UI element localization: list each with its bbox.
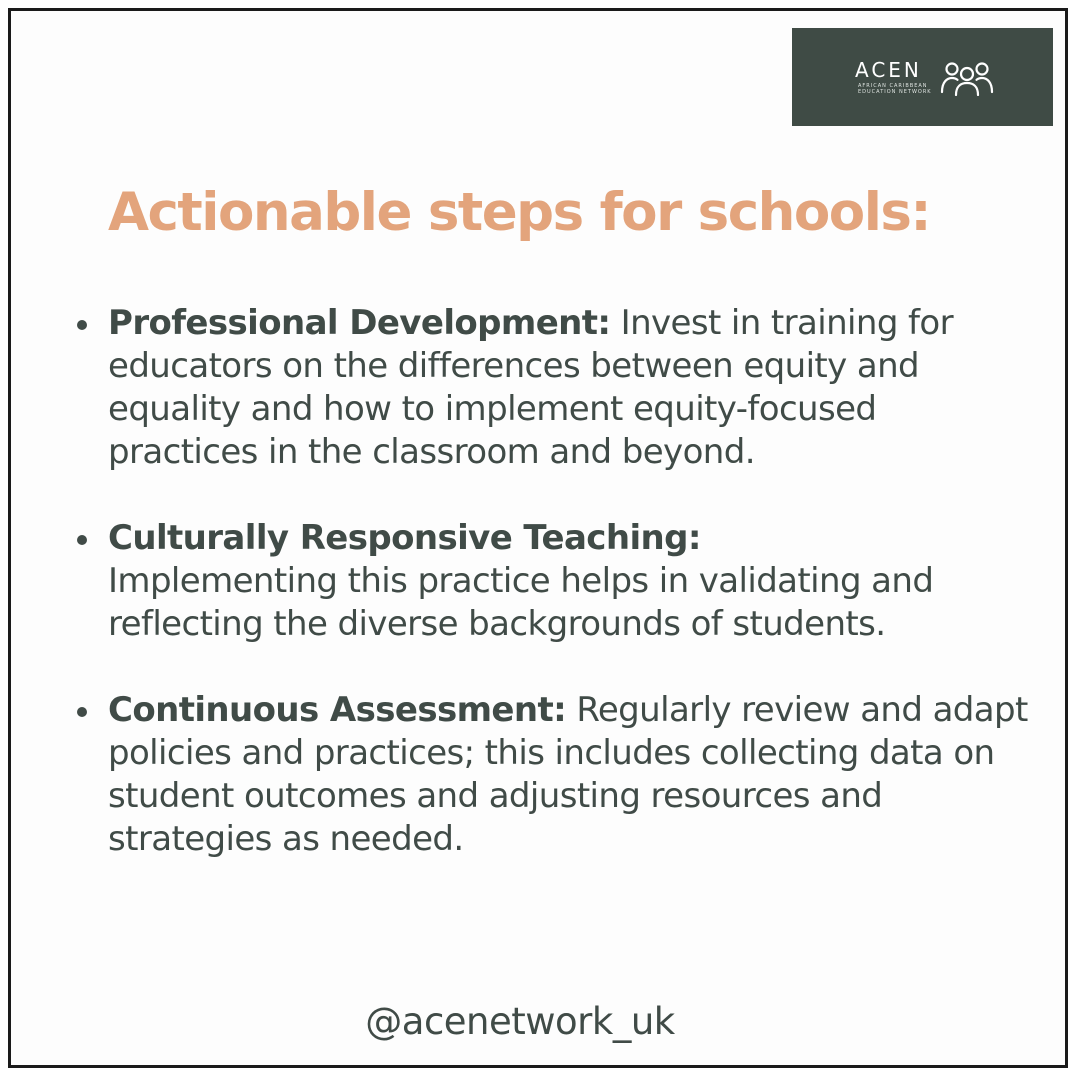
step-title: Continuous Assessment: (108, 690, 567, 730)
step-text: Regularly review and adapt policies and practices; this includes collecting data on student outcomes and adjusting resources and strategies as needed. (108, 690, 1028, 859)
logo-wordmark: ACEN (855, 58, 922, 82)
step-professional-development (108, 302, 1028, 474)
step-title: Culturally Responsive Teaching: (108, 518, 701, 558)
step-culturally-responsive-teaching (108, 517, 1028, 646)
bullet-dot (77, 707, 87, 717)
bullet-dot (77, 535, 87, 545)
page-title: Actionable steps for schools: (108, 182, 931, 243)
step-text: Invest in training for educators on the differences between equity and equality and how to implement equity-focused practices in the classroom and beyond. (108, 303, 953, 472)
step-text: Implementing this practice helps in validating and reflecting the diverse backgrounds of students. (108, 561, 934, 644)
logo-subtitle: AFRICAN CARIBBEAN EDUCATION NETWORK (858, 83, 932, 95)
steps-list (108, 302, 1028, 861)
social-handle: @acenetwork_uk (365, 1000, 675, 1043)
people-group-icon (940, 60, 994, 96)
step-continuous-assessment (108, 689, 1028, 861)
bullet-dot (77, 320, 87, 330)
step-title: Professional Development: (108, 303, 611, 343)
acen-logo (792, 28, 1053, 126)
